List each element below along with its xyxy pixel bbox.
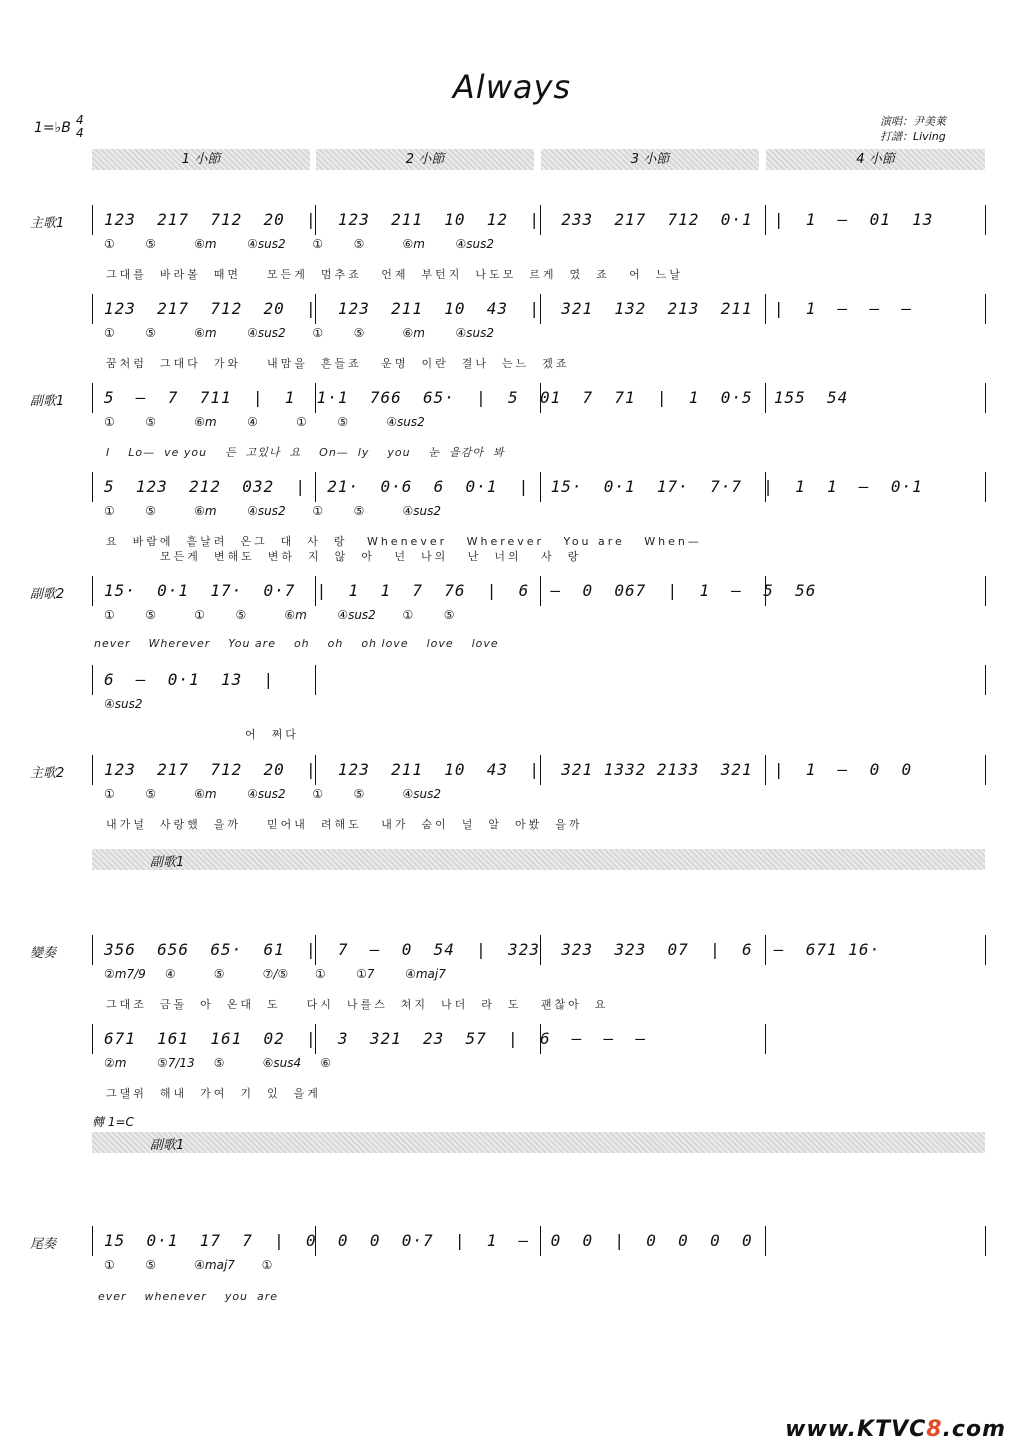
chord-line: ① ⑤ ⑥m ④sus2 ① ⑤ ④sus2 (104, 504, 442, 518)
watermark-prefix: www. (785, 1417, 858, 1442)
notation: 356 656 65· 61 | 7 — 0 54 | 323 323 323 07 | 6 — 671 16· (104, 940, 881, 959)
song-title: Always (452, 68, 572, 106)
chord-line: ① ⑤ ① ⑤ ⑥m ④sus2 ① ⑤ (104, 608, 455, 622)
notation: 671 161 161 02 | 3 321 23 57 | 6 — — — (104, 1029, 647, 1048)
lyric-line: 어 쩌다 (245, 728, 299, 741)
measure-header-1: 1 小節 (92, 149, 310, 170)
chord-line: ① ⑤ ⑥m ④sus2 ① ⑤ ⑥m ④sus2 (104, 237, 494, 251)
arranger-credit: 打譜：Living (880, 130, 946, 143)
lyric-line: 모든게 변해도 변하 지 않 아 넌 나의 난 너의 사 랑 (160, 550, 582, 563)
lyric-line: 요 바람에 흩날려 온그 대 사 랑 Whenever Wherever You are When— (106, 535, 702, 548)
repeat-band-chorus1 (92, 849, 985, 870)
notation: 15· 0·1 17· 0·7 | 1 1 7 76 | 6 — 0 067 | 1 — 5 56 (104, 581, 817, 600)
section-label-verse2: 主歌2 (30, 766, 65, 781)
chord-line: ① ⑤ ⑥m ④ ① ⑤ ④sus2 (104, 415, 425, 429)
repeat-label: 副歌1 (150, 1138, 185, 1153)
notation: 5 123 212 032 | 21· 0·6 6 0·1 | 15· 0·1 17· 7·7 | 1 1 — 0·1 (104, 477, 923, 496)
notation: 123 217 712 20 | 123 211 10 12 | 233 217 712 0·1 | 1 — 01 13 (104, 210, 934, 229)
chord-line: ① ⑤ ④maj7 ① (104, 1258, 273, 1272)
watermark-digit: 8 (926, 1417, 943, 1442)
section-label-outro: 尾奏 (30, 1237, 57, 1252)
lyric-line: 꿈처럼 그대다 가와 내맘을 흔들죠 운명 이란 결나 는느 겠죠 (106, 357, 570, 370)
lyric-line: 그대조 금돌 아 온대 도 다시 나를스 쳐지 나더 라 도 괜찮아 요 (106, 998, 609, 1011)
lyric-line: 그대를 바라볼 때면 모든게 멈추죠 언제 부턴지 나도모 르게 였 죠 어 느날 (106, 268, 684, 281)
chord-line: ②m ⑤7/13 ⑤ ⑥sus4 ⑥ (104, 1056, 331, 1070)
notation: 5 — 7 711 | 1 1·1 766 65· | 5 01 7 71 | 1 0·5 155 54 (104, 388, 849, 407)
repeat-band-chorus1-2 (92, 1132, 985, 1153)
staff-row-verse2-1 (92, 755, 985, 801)
notation: 15 0·1 17 7 | 0 0 0 0·7 | 1 — 0 0 | 0 0 0 0 (104, 1231, 753, 1250)
singer-credit: 演唱：尹美萊 (880, 115, 946, 128)
chord-line: ① ⑤ ⑥m ④sus2 ① ⑤ ⑥m ④sus2 (104, 326, 494, 340)
measure-header-4: 4 小節 (766, 149, 985, 170)
measure-header-3: 3 小節 (541, 149, 759, 170)
section-label-chorus2: 副歌2 (30, 587, 65, 602)
staff-row-verse1-2 (92, 294, 985, 340)
time-signature-bottom: 4 (76, 126, 84, 140)
time-signature-top: 4 (76, 113, 84, 127)
key-signature: 1=♭B (34, 120, 71, 136)
staff-row-chorus2-2 (92, 665, 985, 711)
notation: 123 217 712 20 | 123 211 10 43 | 321 132 213 211 | 1 — — — (104, 299, 913, 318)
staff-row-interlude-2 (92, 1024, 985, 1070)
chord-line: ① ⑤ ⑥m ④sus2 ① ⑤ ④sus2 (104, 787, 442, 801)
repeat-label: 副歌1 (150, 855, 185, 870)
chord-line: ②m7/9 ④ ⑤ ⑦/⑤ ① ①7 ④maj7 (104, 967, 446, 981)
notation: 6 — 0·1 13 | (104, 670, 275, 689)
staff-row-verse1-1 (92, 205, 985, 251)
staff-row-chorus2-1 (92, 576, 985, 622)
staff-row-outro-1 (92, 1226, 985, 1272)
credits (880, 114, 946, 144)
lyric-line: ever whenever you are (98, 1290, 279, 1303)
time-signature (76, 114, 84, 140)
watermark-suffix: .com (942, 1417, 1006, 1442)
section-label-interlude: 變奏 (30, 946, 57, 961)
chord-line: ④sus2 (104, 697, 143, 711)
section-label-verse1: 主歌1 (30, 216, 65, 231)
site-watermark (785, 1417, 1006, 1442)
staff-row-interlude-1 (92, 935, 985, 981)
staff-row-chorus1-2 (92, 472, 985, 518)
watermark-site: KTVC (857, 1417, 927, 1442)
lyric-line: 내가널 사랑했 을까 믿어내 려해도 내가 숨이 널 알 아봤 을까 (106, 818, 583, 831)
notation: 123 217 712 20 | 123 211 10 43 | 321 1332 2133 321 | 1 — 0 0 (104, 760, 913, 779)
section-label-chorus1: 副歌1 (30, 394, 65, 409)
lyric-line: I Lo— ve you 든 고있나 요 On— ly you 눈 을감아 봐 (106, 446, 505, 459)
measure-header-2: 2 小節 (316, 149, 534, 170)
staff-row-chorus1-1 (92, 383, 985, 429)
modulation-note: 轉 1=C (92, 1115, 134, 1129)
lyric-line: never Wherever You are oh oh oh love love love (94, 637, 499, 650)
lyric-line: 그댈위 해내 가여 기 있 을게 (106, 1087, 321, 1100)
